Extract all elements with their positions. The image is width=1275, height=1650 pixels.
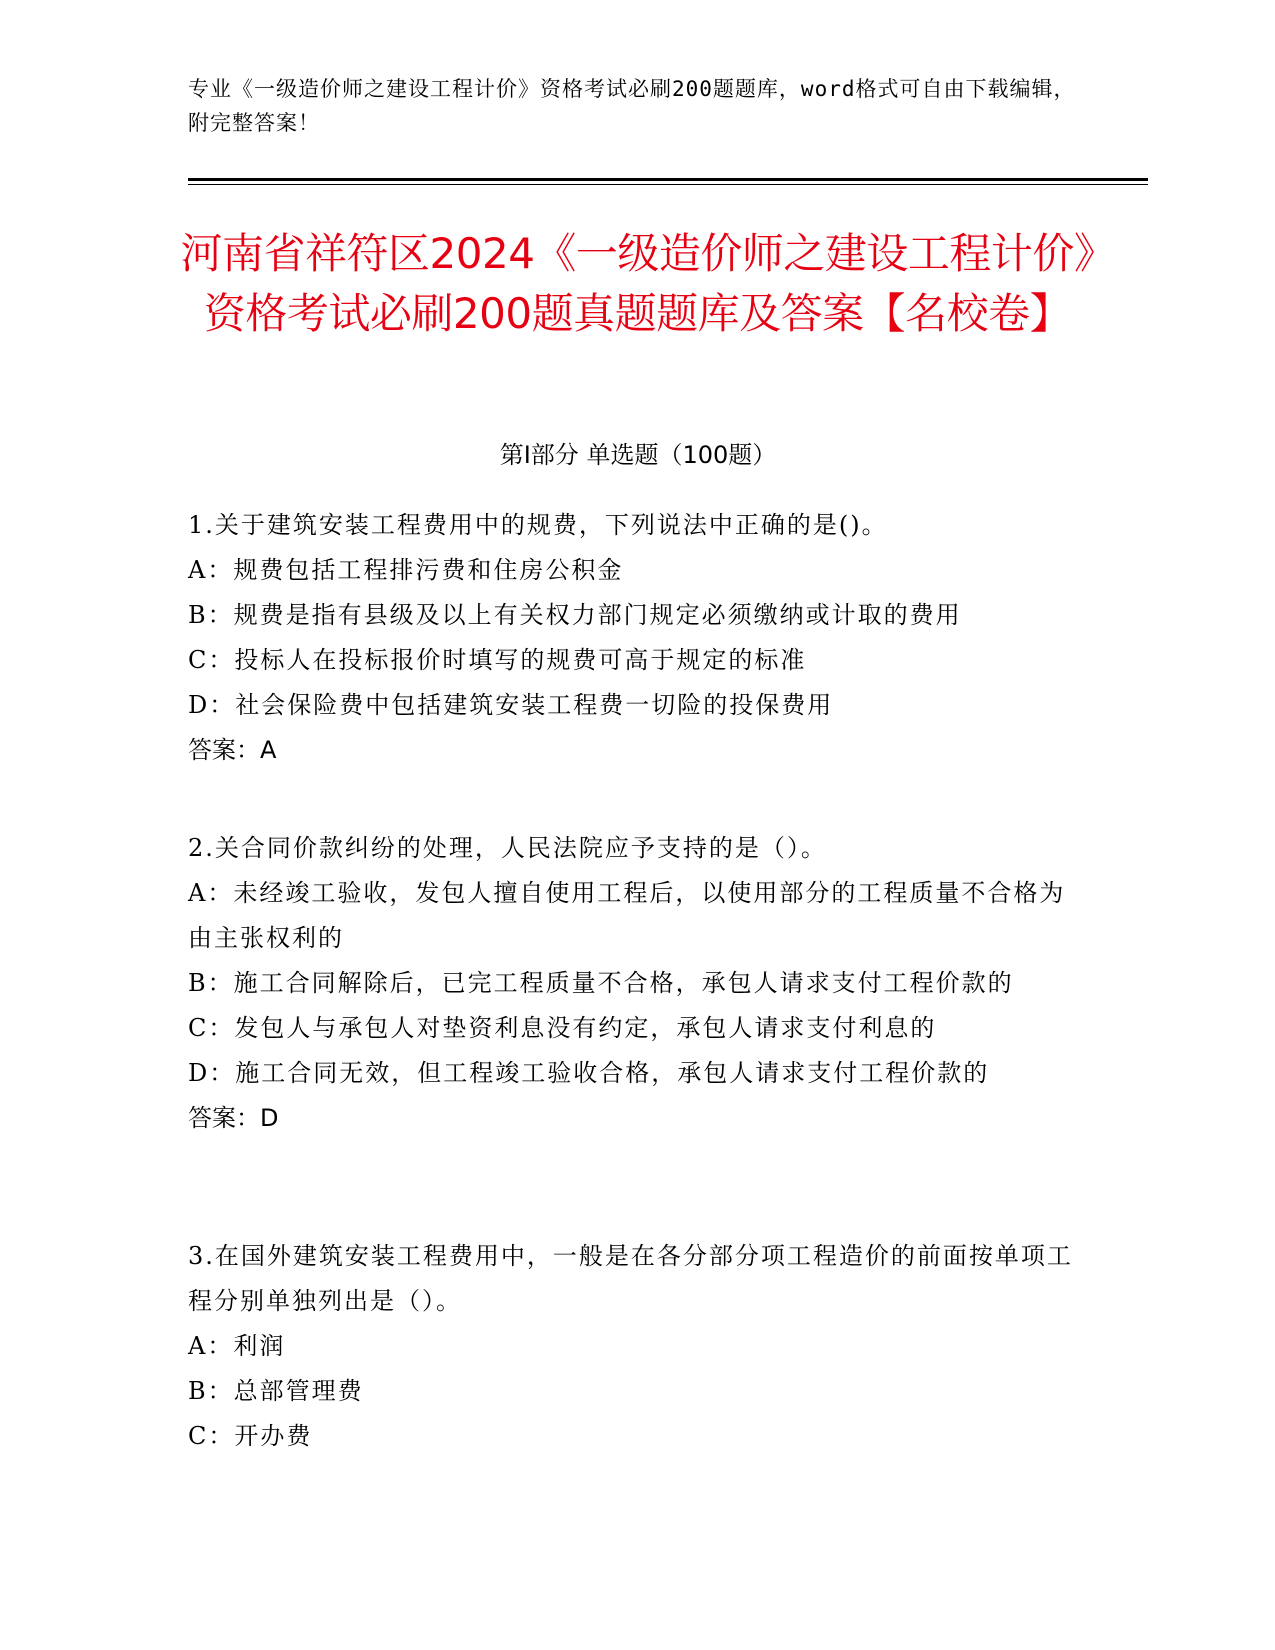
option-d: D：施工合同无效，但工程竣工验收合格，承包人请求支付工程价款的: [188, 1059, 990, 1087]
header-rule-thick: [188, 178, 1148, 181]
option-b: B：施工合同解除后，已完工程质量不合格，承包人请求支付工程价款的: [188, 969, 1014, 997]
question-3: [188, 1234, 1088, 1459]
option-c: C：开办费: [188, 1422, 313, 1450]
option-a: A：利润: [188, 1332, 286, 1360]
question-stem: 2.关合同价款纠纷的处理，人民法院应予支持的是（）。: [188, 834, 827, 862]
option-d: D：社会保险费中包括建筑安装工程费一切险的投保费用: [188, 691, 834, 719]
option-a: A：规费包括工程排污费和住房公积金: [188, 556, 624, 584]
question-stem: 1.关于建筑安装工程费用中的规费，下列说法中正确的是()。: [188, 511, 888, 539]
answer-label: 答案：D: [188, 1104, 279, 1132]
question-2: [188, 826, 1088, 1141]
question-stem: 3.在国外建筑安装工程费用中，一般是在各分部分项工程造价的前面按单项工程分别单独列出是（）。: [188, 1242, 1073, 1315]
option-b: B：规费是指有县级及以上有关权力部门规定必须缴纳或计取的费用: [188, 601, 962, 629]
header-rule-thin: [188, 184, 1148, 185]
section-heading: 第Ⅰ部分 单选题（100题）: [499, 441, 777, 469]
option-c: C：投标人在投标报价时填写的规费可高于规定的标准: [188, 646, 807, 674]
document-title: 河南省祥符区2024《一级造价师之建设工程计价》资格考试必刷200题真题题库及答案【名校卷】: [180, 229, 1095, 338]
answer-label: 答案：A: [188, 736, 277, 764]
header-note: 专业《一级造价师之建设工程计价》资格考试必刷200题题库，word格式可自由下载编辑，附完整答案！: [188, 77, 1076, 135]
option-c: C：发包人与承包人对垫资利息没有约定，承包人请求支付利息的: [188, 1014, 937, 1042]
question-1: [188, 503, 1088, 773]
option-a: A：未经竣工验收，发包人擅自使用工程后，以使用部分的工程质量不合格为由主张权利的: [188, 879, 1066, 952]
option-b: B：总部管理费: [188, 1377, 364, 1405]
